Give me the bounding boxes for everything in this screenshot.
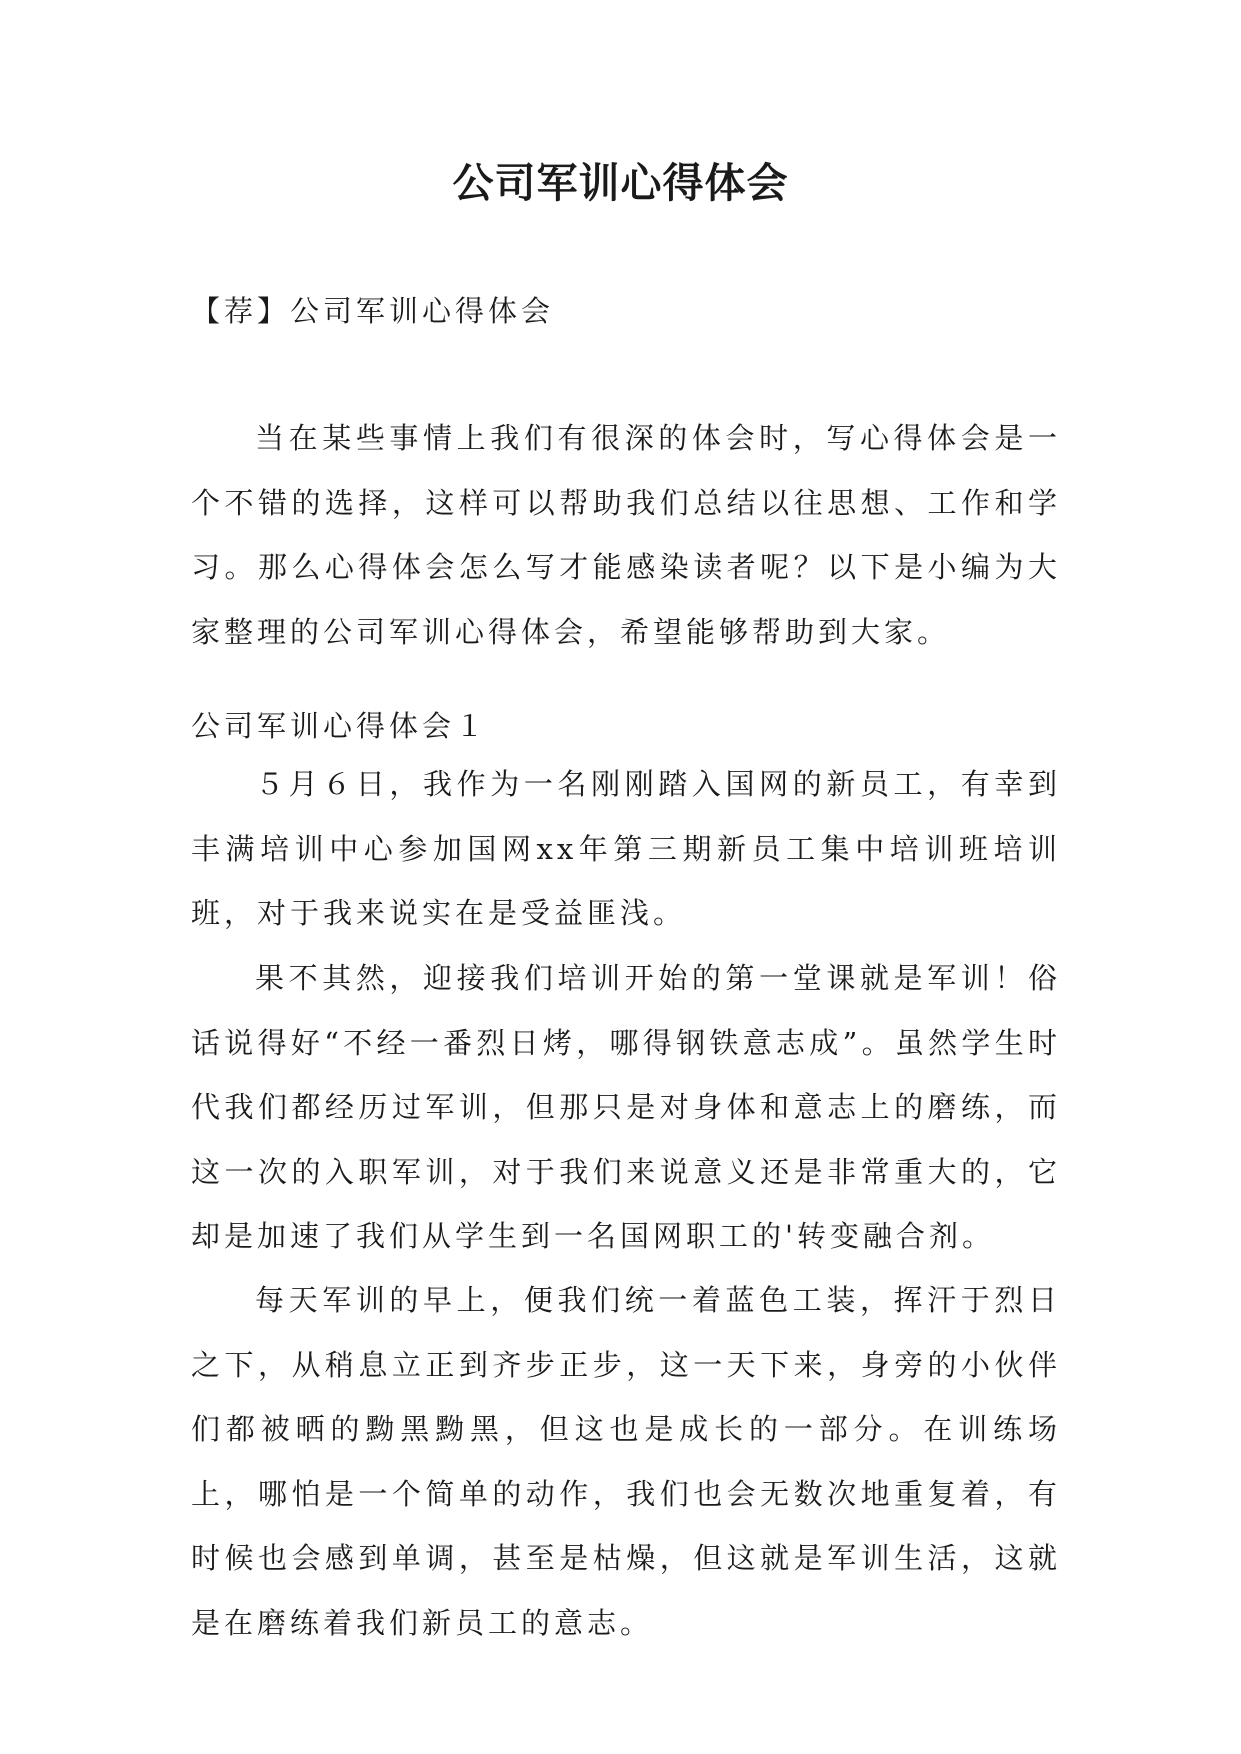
body-paragraph-2: 果不其然，迎接我们培训开始的第一堂课就是军训！俗话说得好“不经一番烈日烤，哪得钢铁意志成”。虽然学生时代我们都经历过军训，但那只是对身体和意志上的磨练，而这一次的入职军训，对于我们来说意义还是非常重大的，它却是加速了我们从学生到一名国网职工的'转变融合剂。: [191, 961, 1061, 1253]
body-paragraph-3: 每天军训的早上，便我们统一着蓝色工装，挥汗于烈日之下，从稍息立正到齐步正步，这一天下来，身旁的小伙伴们都被晒的黝黑黝黑，但这也是成长的一部分。在训练场上，哪怕是一个简单的动作，我们也会无数次地重复着，有时候也会感到单调，甚至是枯燥，但这就是军训生活，这就是在磨练着我们新员工的意志。: [191, 1283, 1061, 1640]
body-paragraph-1: ５月６日，我作为一名刚刚踏入国网的新员工，有幸到丰满培训中心参加国网xx年第三期新员工集中培训班培训班，对于我来说实在是受益匪浅。: [191, 767, 1061, 930]
document-subtitle: 【荐】公司军训心得体会: [191, 294, 555, 328]
intro-paragraph: 当在某些事情上我们有很深的体会时，写心得体会是一个不错的选择，这样可以帮助我们总结以往思想、工作和学习。那么心得体会怎么写才能感染读者呢？以下是小编为大家整理的公司军训心得体会，希望能够帮助到大家。: [191, 421, 1061, 649]
section-heading: 公司军训心得体会１: [191, 709, 489, 743]
document-title: 公司军训心得体会: [452, 159, 789, 207]
